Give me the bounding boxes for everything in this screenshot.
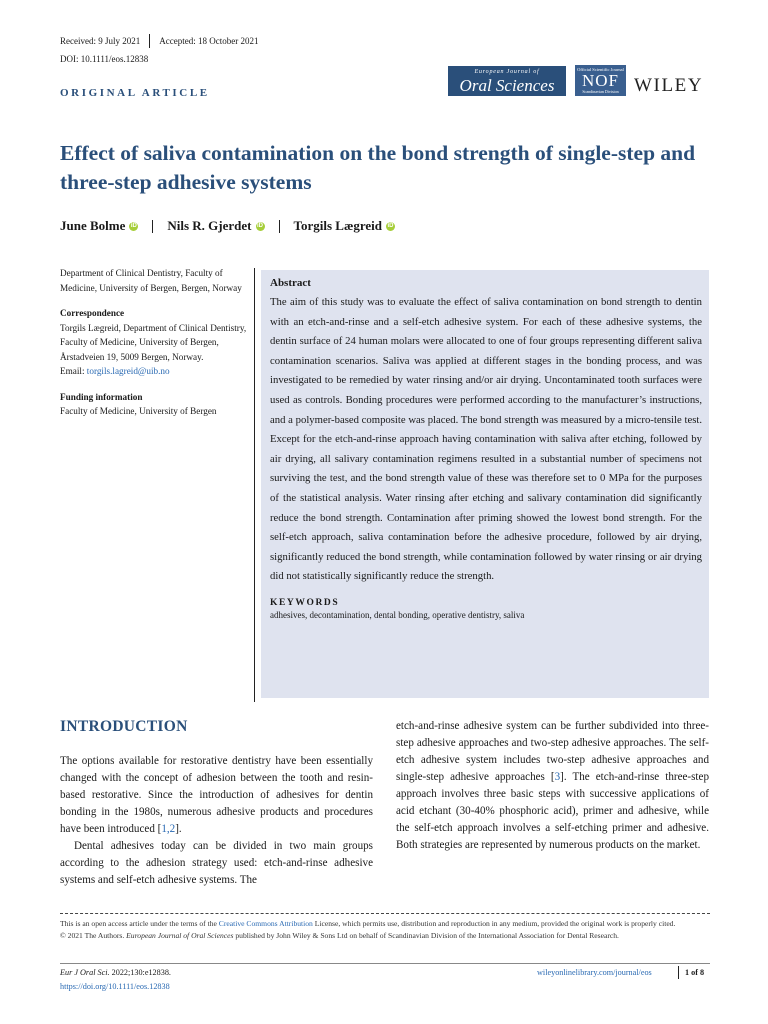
journal-logo[interactable] [448, 66, 566, 96]
page-divider [678, 966, 679, 979]
creative-commons-link[interactable]: Creative Commons Attribution [218, 919, 313, 928]
keywords: adhesives, decontamination, dental bonding, operative dentistry, saliva [270, 609, 525, 620]
funding-heading: Funding information [60, 391, 143, 402]
journal-website-link[interactable]: wileyonlinelibrary.com/journal/eos [537, 968, 652, 977]
abstract-heading: Abstract [270, 277, 311, 289]
orcid-icon[interactable]: iD [130, 222, 137, 229]
citation: Eur J Oral Sci. 2022;130:e12838. [60, 968, 171, 977]
journal-logo-line2: Oral Sciences [459, 76, 555, 95]
citation-doi-link[interactable]: https://doi.org/10.1111/eos.12838 [60, 982, 170, 991]
funding-text: Faculty of Medicine, University of Bergen [60, 406, 217, 416]
affiliation-column [60, 266, 248, 419]
journal-logo-line1: European Journal of [474, 69, 540, 75]
author-list [60, 218, 395, 234]
correspondence-text: Torgils Lægreid, Department of Clinical Dentistry, Faculty of Medicine, University of Bergen, Årstadveien 19, 5009 Bergen, Norway. [60, 322, 247, 362]
abstract-text: The aim of this study was to evaluate the effect of saliva contamination on bond strength to dentin with an etch-and-rinse and a self-etch adhesive system. For each of these adhesive systems, the dentin surface of 24 human molars were allocated to one of four groups representing different saliva contamination scenarios. Saliva was applied at different stages in the bonding process, and was investigated to be remedied by water rinsing and/or air drying. Uncontaminated tooth surfaces were used as controls. Bonding procedures were performed according to the manufacturer’s instructions, and a polymer-based composite was placed. The bond strength was measured by a micro-tensile test. Except for the etch-and-rinse approach having contamination with saliva after etching, followed by air drying, all salivary contamination regimens resulted in a substantial number of specimens not surviving the test, and the bond strength value of these was therefore set to 0 MPa for the purposes of the statistical analysis. Water rinsing after etching and salivary contamination did significantly reduce the bond strength. Contamination after priming showed the lowest bond strength. For the self-etch approach, saliva contamination before the adhesive procedure, followed by air drying, significantly reduced the bond strength, while contamination followed by water rinsing or air drying did not statistically significantly reduce the strength. [270, 296, 702, 583]
nof-logo[interactable] [575, 65, 626, 96]
copyright-line: © 2021 The Authors. European Journal of Oral Sciences published by John Wiley & Sons Ltd on behalf of Scandinavian Division of the International Association for Dental Research. [60, 930, 619, 940]
article-title: Effect of saliva contamination on the bond strength of single-step and three-step adhesive systems [60, 141, 696, 194]
author-divider [152, 220, 153, 233]
footnote-divider [60, 913, 710, 914]
paragraph: Dental adhesives today can be divided in two main groups according to the adhesion strategy used: etch-and-rinse adhesive systems and self-etch adhesive systems. The [60, 840, 373, 886]
license-note [60, 918, 710, 941]
nof-logo-top: Official Scientific Journal [577, 67, 624, 72]
citation-link[interactable]: 3 [554, 771, 561, 783]
email-line [60, 364, 248, 379]
doi: DOI: 10.1111/eos.12838 [60, 54, 149, 64]
author [294, 218, 396, 234]
author [167, 218, 264, 234]
author-name[interactable]: Torgils Lægreid [293, 218, 382, 233]
article-dates [60, 34, 258, 48]
received-date: Received: 9 July 2021 [60, 36, 141, 46]
nof-logo-name: NOF [581, 71, 619, 90]
author-name[interactable]: June Bolme [60, 218, 126, 233]
footer-rule [60, 963, 710, 964]
author-divider [279, 220, 280, 233]
orcid-icon[interactable]: iD [387, 222, 394, 229]
column-divider [254, 268, 255, 702]
body-column-right [396, 718, 709, 854]
paragraph: The options available for restorative dentistry have been essentially changed with the concept of adhesion between the tooth and resin-based restorative. Since the introduction of adhesives for dentin bonding in the 1980s, numerous adhesive products and procedures have been introduced [1,2]. [60, 755, 373, 835]
email-link[interactable]: torgils.lagreid@uib.no [86, 366, 170, 376]
license-line: This is an open access article under the terms of the Creative Commons Attribution License, which permits use, distribution and reproduction in any medium, provided the original work is properly cited. [60, 919, 676, 928]
accepted-date: Accepted: 18 October 2021 [159, 36, 259, 46]
citation-link[interactable]: 1,2 [161, 823, 176, 835]
orcid-icon[interactable]: iD [257, 222, 263, 229]
author [60, 218, 138, 234]
publisher-logo[interactable]: WILEY [634, 75, 704, 96]
nof-logo-bottom: Scandinavian Division [582, 89, 619, 94]
page-number: 1 of 8 [685, 968, 705, 977]
department: Department of Clinical Dentistry, Faculty of Medicine, University of Bergen, Bergen, Norway [60, 268, 242, 293]
introduction-heading: INTRODUCTION [60, 718, 188, 735]
body-column-left [60, 753, 373, 889]
paragraph: etch-and-rinse adhesive system can be further subdivided into three-step adhesive approaches and two-step adhesive approaches. The self-etch adhesive system includes two-step adhesive approaches and single-step adhesive approaches [3]. The etch-and-rinse three-step approach involves three basic steps with successive applications of acid etchant (30-40% phosphoric acid), primer and adhesive, while the self-etch approach involves a self-etching primer and adhesive. Both strategies are represented by numerous products on the market. [396, 720, 709, 851]
abstract-box [261, 270, 709, 698]
email-label: Email: [60, 366, 85, 376]
keywords-heading: KEYWORDS [270, 597, 340, 608]
article-type: ORIGINAL ARTICLE [60, 87, 210, 99]
correspondence-heading: Correspondence [60, 308, 125, 318]
author-name[interactable]: Nils R. Gjerdet [167, 218, 252, 233]
date-divider [149, 34, 150, 48]
